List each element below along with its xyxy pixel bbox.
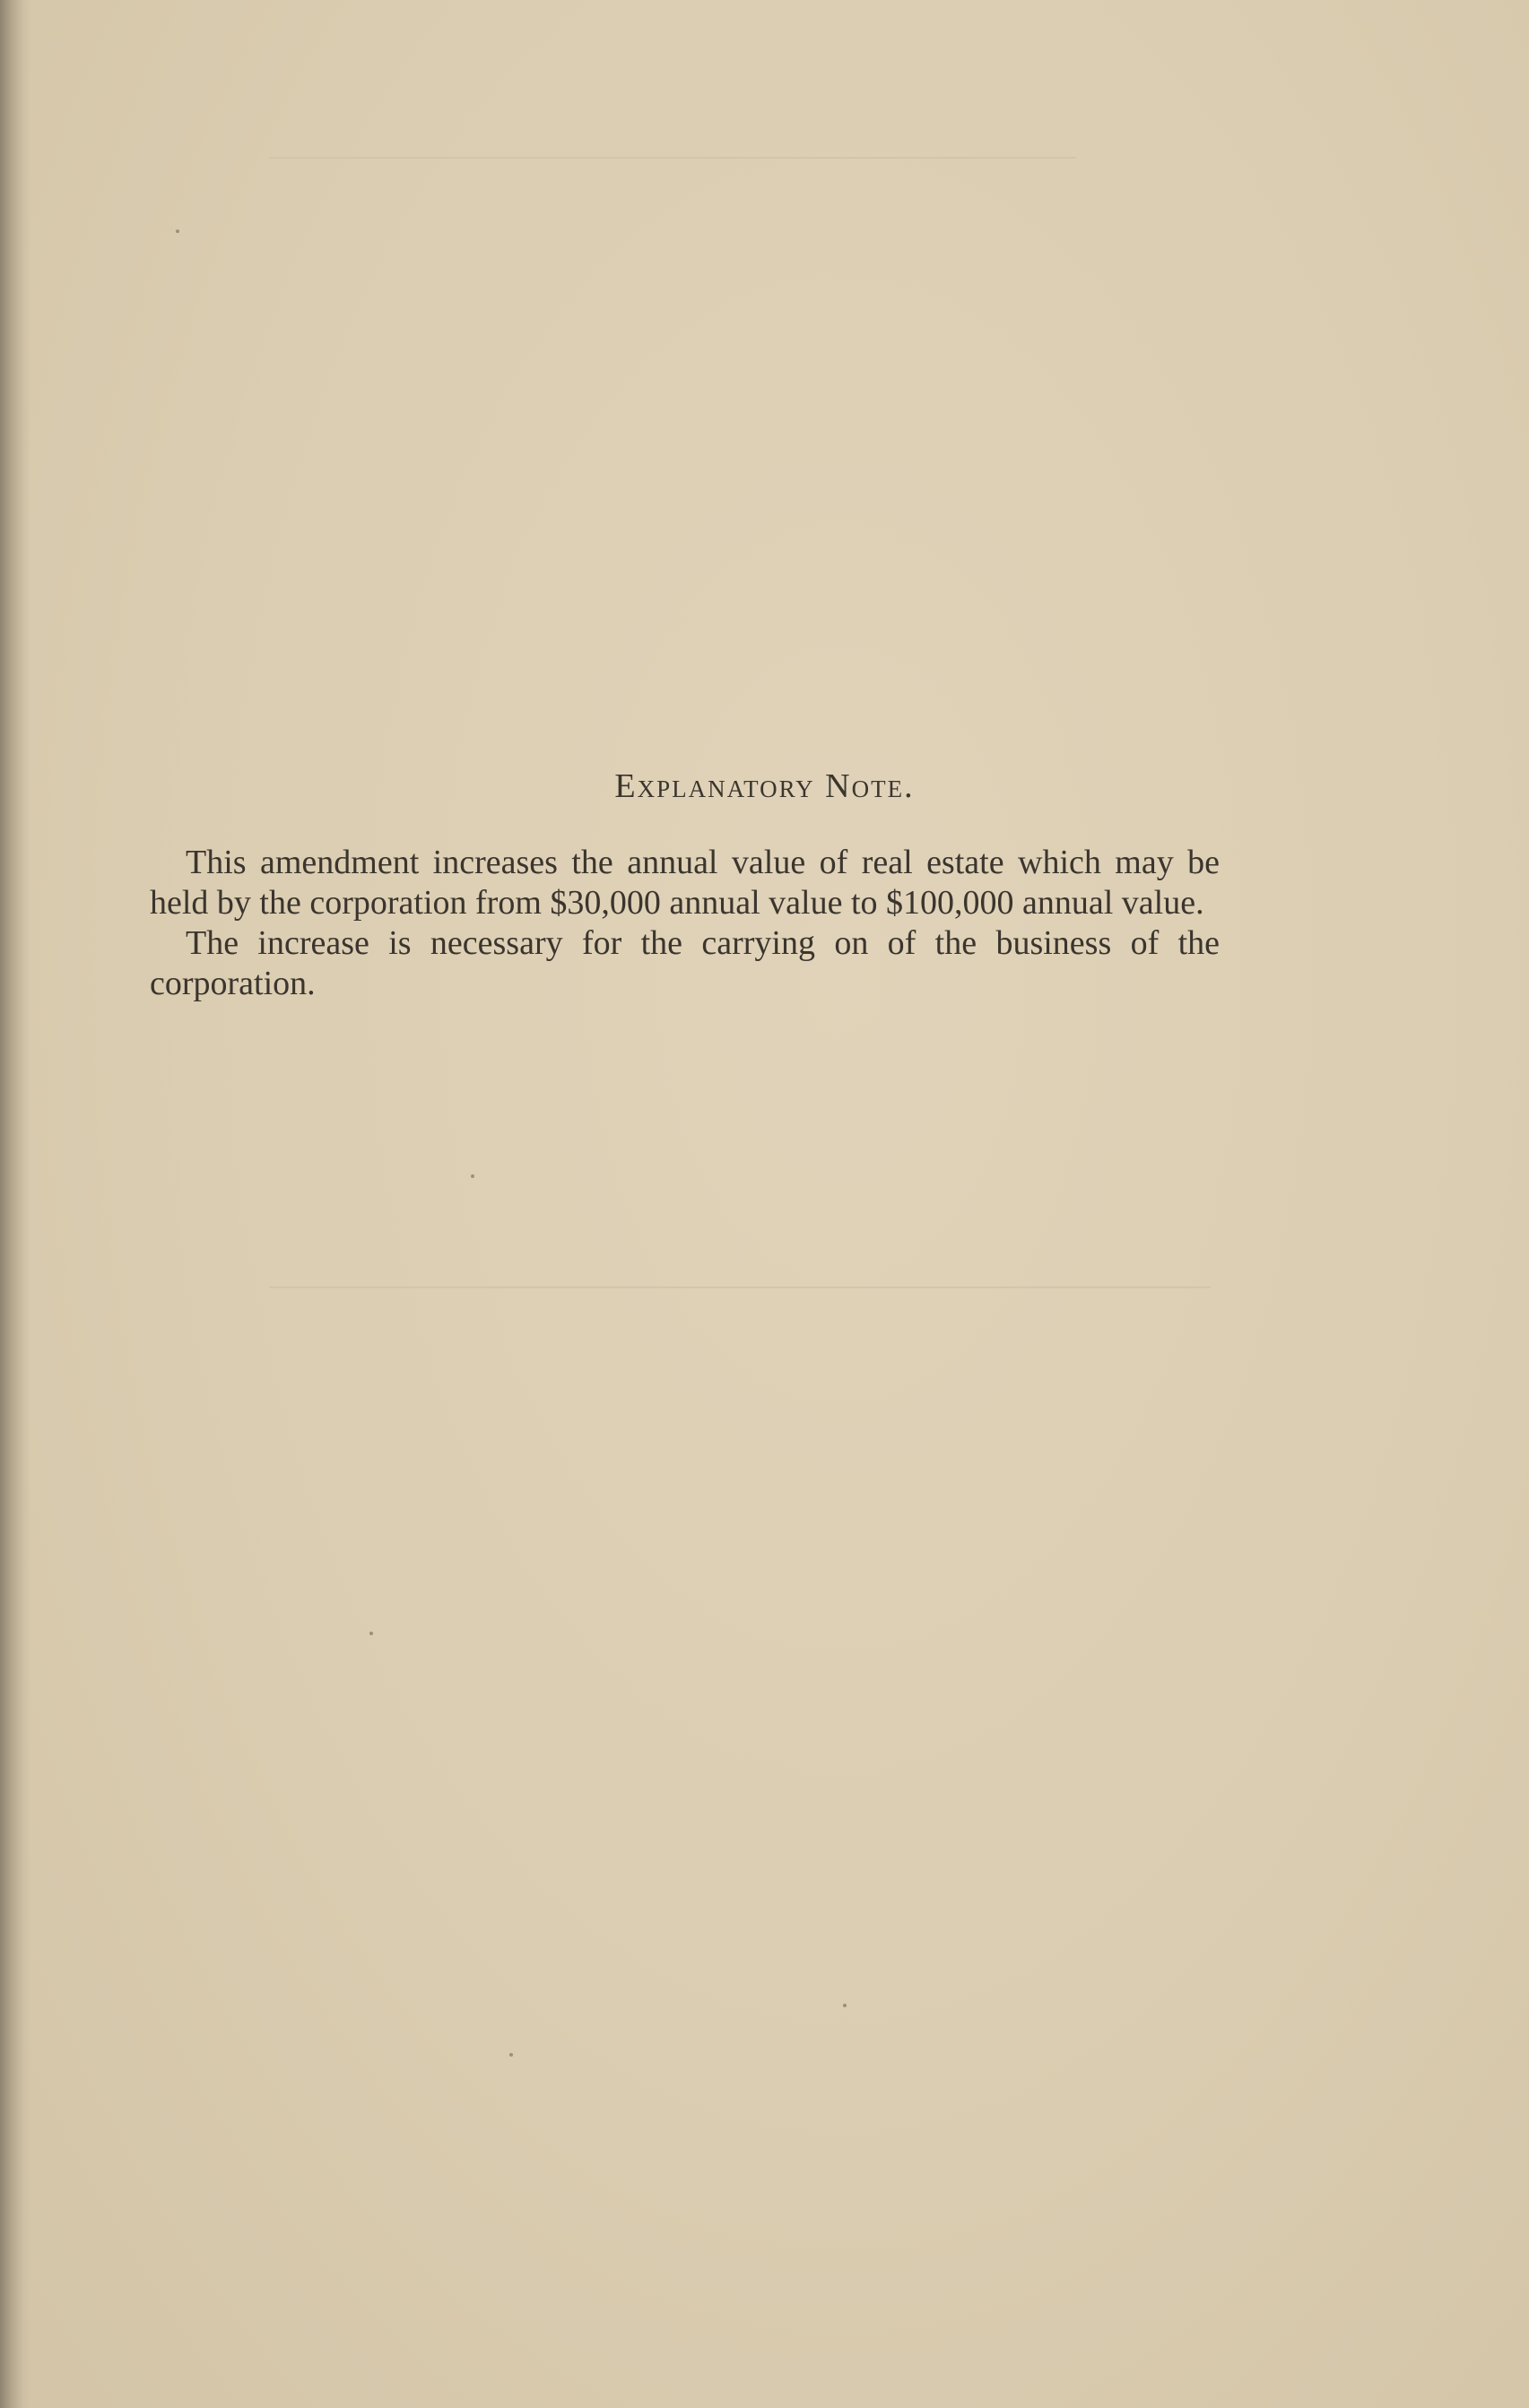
explanatory-note-body	[150, 843, 1220, 1004]
note-paragraph-2: The increase is necessary for the carrying on of the business of the corporation.	[150, 924, 1220, 1002]
paper-speck	[843, 2004, 847, 2007]
note-paragraph-1: This amendment increases the annual value of real estate which may be held by the corporation from $30,000 annual value to $100,000 annual value.	[150, 844, 1220, 922]
paper-speck	[471, 1174, 474, 1178]
paper-speck	[509, 2053, 513, 2057]
binding-edge-shadow	[0, 0, 30, 2408]
paper-speck	[369, 1632, 373, 1635]
paper-speck	[176, 230, 179, 233]
explanatory-note-title: Explanatory Note.	[614, 767, 915, 805]
show-through-rule	[269, 157, 1076, 159]
show-through-rule	[269, 1286, 1211, 1288]
